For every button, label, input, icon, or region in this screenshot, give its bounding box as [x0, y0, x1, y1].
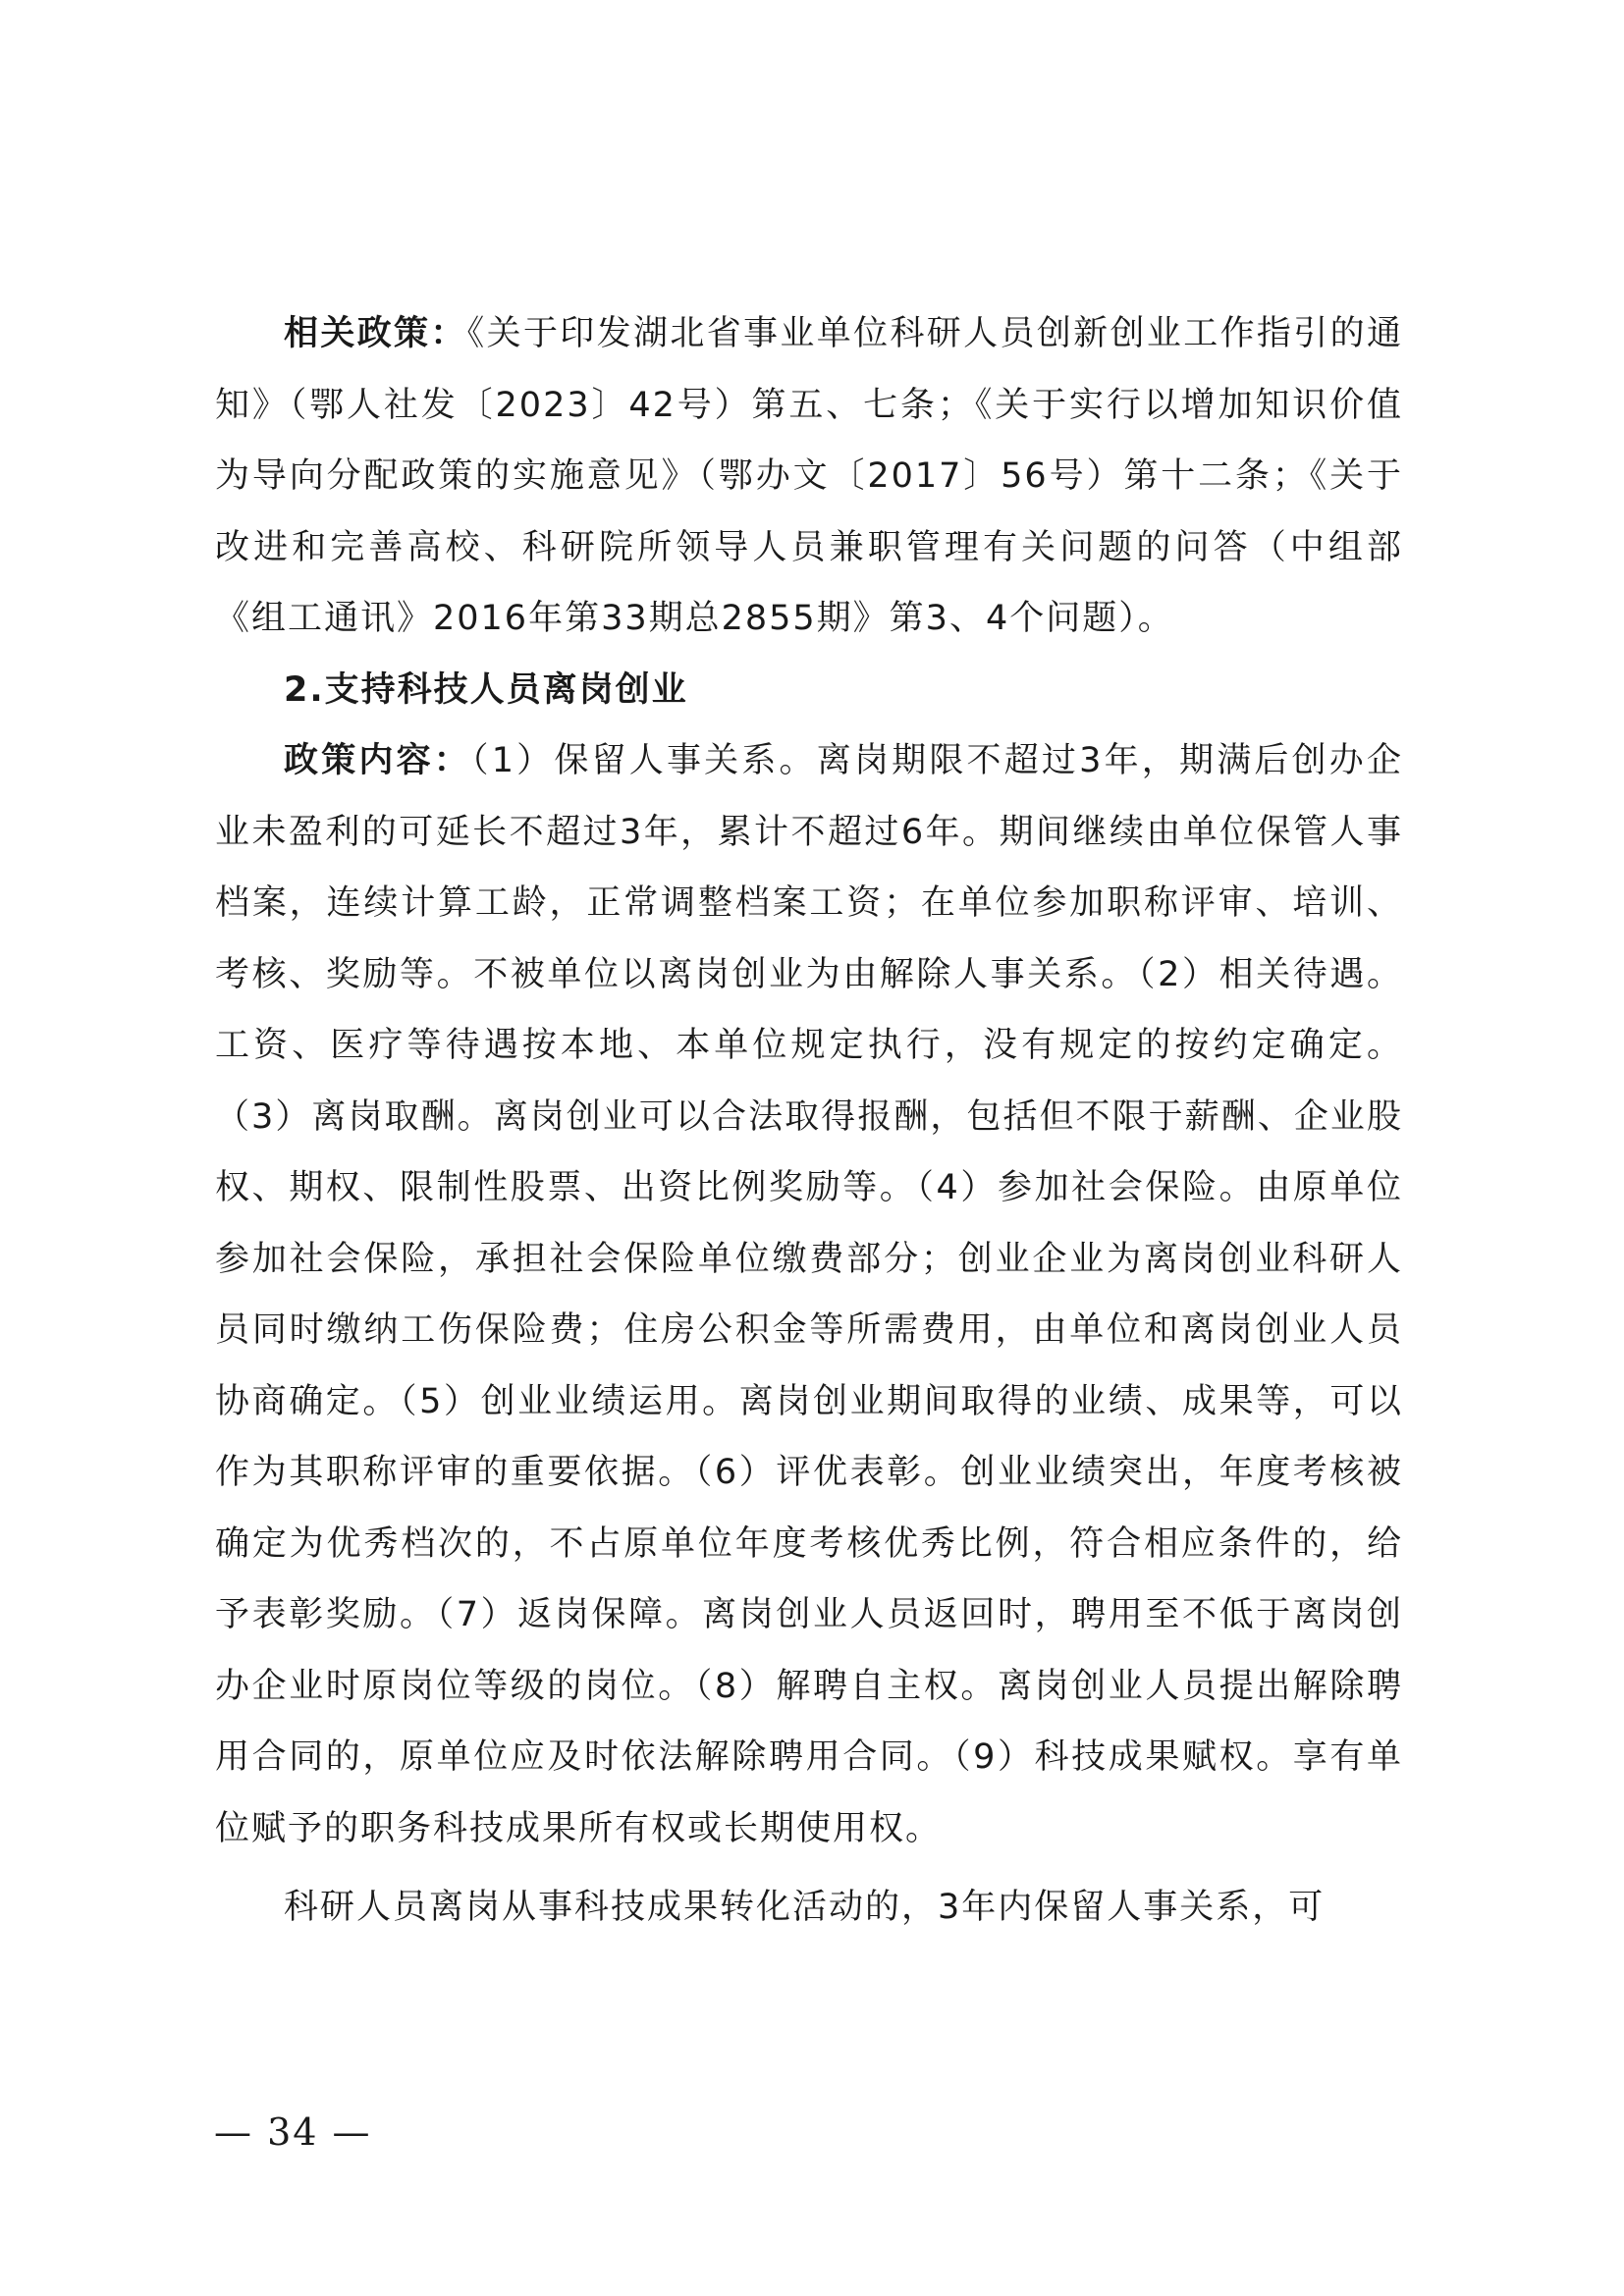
policy-content-text: （1）保留人事关系。离岗期限不超过3年，期满后创办企业未盈利的可延长不超过3年，累计不超过6年。期间继续由单位保管人事档案，连续计算工龄，正常调整档案工资；在单位参加职称评审、培训、考核、奖励等。不被单位以离岗创业为由解除人事关系。（2）相关待遇。工资、医疗等待遇按本地、本单位规定执行，没有规定的按约定确定。（3）离岗取酬。离岗创业可以合法取得报酬，包括但不限于薪酬、企业股权、期权、限制性股票、出资比例奖励等。（4）参加社会保险。由原单位参加社会保险，承担社会保险单位缴费部分；创业企业为离岗创业科研人员同时缴纳工伤保险费；住房公积金等所需费用，由单位和离岗创业人员协商确定。（5）创业业绩运用。离岗创业期间取得的业绩、成果等，可以作为其职称评审的重要依据。（6）评优表彰。创业业绩突出，年度考核被确定为优秀档次的，不占原单位年度考核优秀比例，符合相应条件的，给予表彰奖励。（7）返岗保障。离岗创业人员返回时，聘用至不低于离岗创办企业时原岗位等级的岗位。（8）解聘自主权。离岗创业人员提出解除聘用合同的，原单位应及时依法解除聘用合同。（9）科技成果赋权。享有单位赋予的职务科技成果所有权或长期使用权。	[215, 741, 1403, 1848]
section-heading: 2.支持科技人员离岗创业	[284, 669, 688, 710]
continuation-paragraph: 科研人员离岗从事科技成果转化活动的，3年内保留人事关系，可	[284, 1888, 1326, 1927]
related-policies-text: 《关于印发湖北省事业单位科研人员创新创业工作指引的通知》（鄂人社发〔2023〕42号）第五、七条；《关于实行以增加知识价值为导向分配政策的实施意见》（鄂办文〔2017〕56号）第十二条；《关于改进和完善高校、科研院所领导人员兼职管理有关问题的问答（中组部《组工通讯》2016年第33期总2855期》第3、4个问题）。	[215, 314, 1403, 638]
related-policies-label: 相关政策：	[284, 314, 467, 353]
policy-content-label: 政策内容：	[284, 741, 471, 780]
document-body	[215, 298, 1403, 1944]
related-policies-paragraph	[215, 298, 1403, 655]
page-number: — 34 —	[214, 2110, 372, 2154]
policy-content-paragraph	[215, 725, 1403, 1864]
